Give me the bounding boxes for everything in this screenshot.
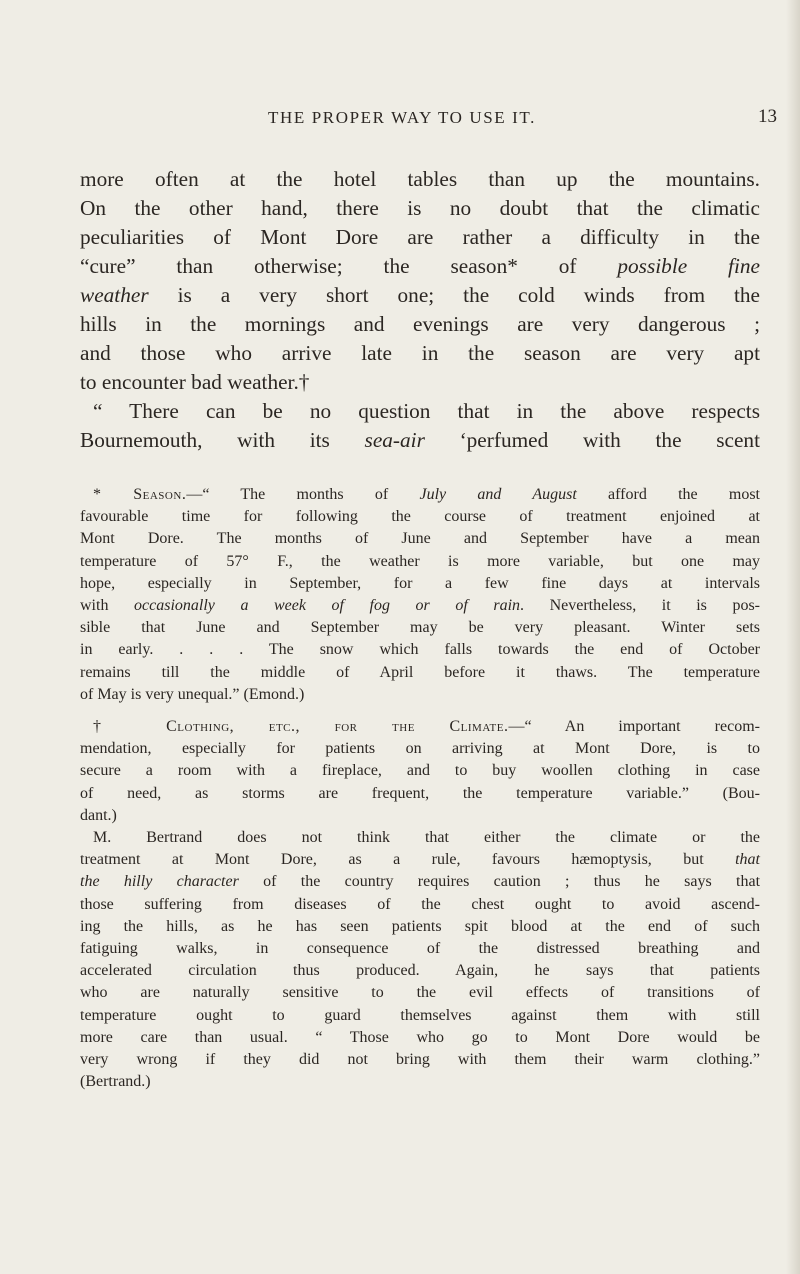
footnote-line: secure a room with a fireplace, and to buy woollen clothing in case bbox=[80, 762, 760, 780]
running-head bbox=[0, 108, 800, 134]
footnote-line: temperature of 57° F., the weather is more variable, but one may bbox=[80, 552, 760, 570]
body-line: to encounter bad weather.† bbox=[80, 370, 310, 394]
footnote-line: favourable time for following the course of treatment enjoined at bbox=[80, 508, 760, 526]
footnote-line: mendation, especially for patients on arriving at Mont Dore, is to bbox=[80, 740, 760, 758]
body-line: weather is a very short one; the cold winds from the bbox=[80, 283, 760, 307]
footnote-line: the hilly character of the country requires caution ; thus he says that bbox=[80, 873, 761, 891]
footnote-line: temperature ought to guard themselves against them with still bbox=[80, 1006, 760, 1024]
footnote-line: sible that June and September may be very pleasant. Winter sets bbox=[80, 619, 760, 637]
footnote-line: those suffering from diseases of the chest ought to avoid ascend- bbox=[80, 895, 760, 913]
page-edge-shadow bbox=[786, 0, 800, 1274]
footnote-season bbox=[80, 484, 760, 706]
body-line: “cure” than otherwise; the season* of possible fine bbox=[80, 254, 760, 278]
footnote-line: Mont Dore. The months of June and September have a mean bbox=[80, 530, 760, 548]
footnote-line: very wrong if they did not bring with them their warm clothing.” bbox=[80, 1051, 760, 1069]
footnote-line: hope, especially in September, for a few fine days at intervals bbox=[80, 574, 760, 592]
body-line: and those who arrive late in the season are very apt bbox=[80, 341, 760, 365]
footnote-line: of need, as storms are frequent, the temperature variable.” (Bou- bbox=[80, 784, 760, 802]
footnote-line: (Bertrand.) bbox=[80, 1073, 151, 1091]
body-line: more often at the hotel tables than up the mountains. bbox=[80, 167, 760, 191]
body-line: Bournemouth, with its sea-air ‘perfumed with the scent bbox=[80, 428, 760, 452]
footnote-line: with occasionally a week of fog or of rain. Nevertheless, it is pos- bbox=[80, 597, 761, 615]
body-line: hills in the mornings and evenings are very dangerous ; bbox=[80, 312, 760, 336]
footnote-line: of May is very unequal.” (Emond.) bbox=[80, 685, 305, 703]
page-number: 13 bbox=[758, 106, 777, 127]
footnote-line: dant.) bbox=[80, 806, 117, 824]
footnote-line: fatiguing walks, in consequence of the distressed breathing and bbox=[80, 940, 760, 958]
footnote-line: in early. . . . The snow which falls towards the end of October bbox=[80, 641, 760, 659]
footnotes bbox=[80, 484, 760, 1093]
footnote-line: ing the hills, as he has seen patients spit blood at the end of such bbox=[80, 917, 760, 935]
footnote-line: treatment at Mont Dore, as a rule, favours hæmoptysis, but that bbox=[80, 851, 760, 869]
footnote-bertrand bbox=[80, 827, 760, 1093]
footnote-line: M. Bertrand does not think that either the climate or the bbox=[93, 829, 760, 847]
footnote-line: * Season.—“ The months of July and August afford the most bbox=[93, 486, 760, 503]
main-text bbox=[80, 165, 760, 455]
footnote-line: who are naturally sensitive to the evil effects of transitions of bbox=[80, 984, 760, 1002]
running-title: THE PROPER WAY TO USE IT. bbox=[268, 108, 536, 127]
footnote-line: accelerated circulation thus produced. Again, he says that patients bbox=[80, 962, 760, 980]
body-line: “ There can be no question that in the above respects bbox=[93, 399, 760, 423]
footnote-gap bbox=[80, 706, 760, 716]
body-line: peculiarities of Mont Dore are rather a difficulty in the bbox=[80, 225, 760, 249]
footnote-clothing bbox=[80, 716, 760, 827]
footnote-line: remains till the middle of April before it thaws. The temperature bbox=[80, 663, 760, 681]
footnote-line: † Clothing, etc., for the Climate.—“ An important recom- bbox=[93, 718, 760, 736]
footnote-line: more care than usual. “ Those who go to Mont Dore would be bbox=[80, 1028, 760, 1046]
body-line: On the other hand, there is no doubt that the climatic bbox=[80, 196, 760, 220]
